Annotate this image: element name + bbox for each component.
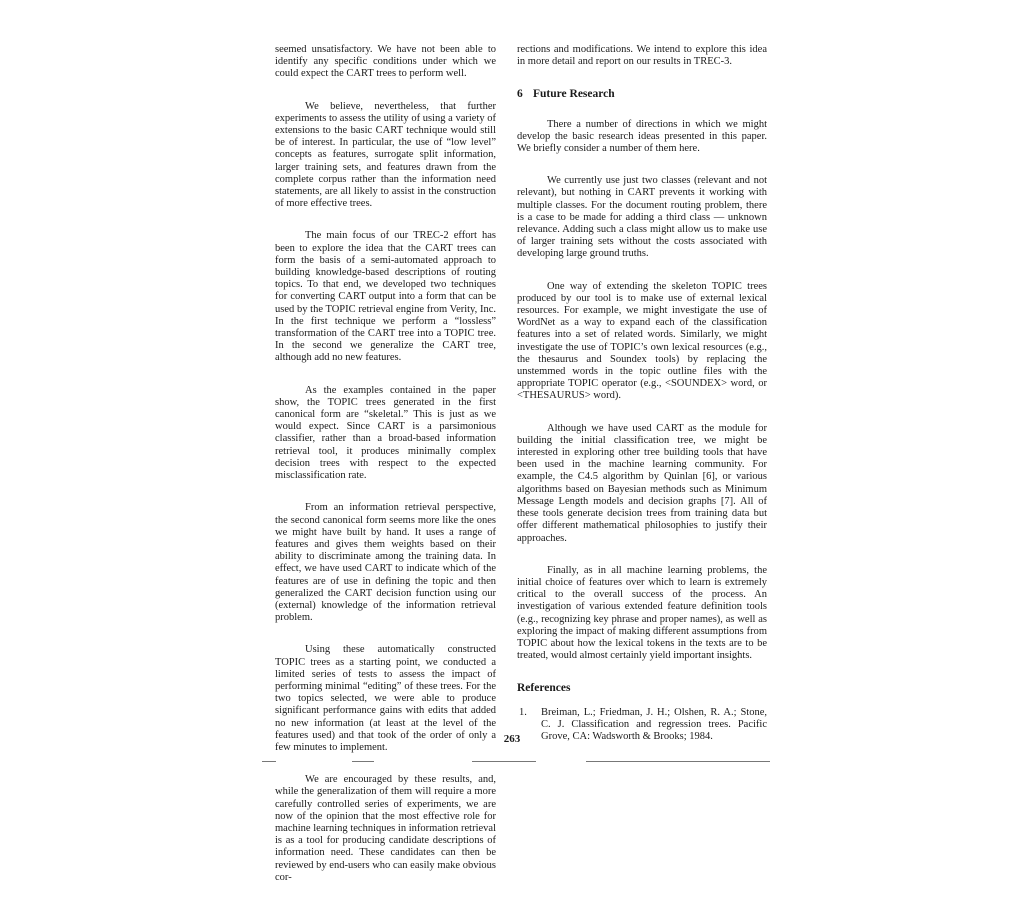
section-heading — [517, 88, 767, 100]
paragraph: One way of extending the skeleton TOPIC trees produced by our tool is to make use of external lexical resources. For example, we might investigate the use of WordNet as a way to expand each of the classification features into a set of related words. Similarly, we might investigate the use of TOPIC’s own lexical resources (e.g., the thesaurus and Soundex tools) by replacing the unstemmed words in the topic outline files with the appropriate TOPIC operator (e.g., <SOUNDEX> word, or <THESAURUS> word). — [517, 280, 767, 402]
references-heading: References — [517, 682, 571, 695]
paragraph: From an information retrieval perspective, the second canonical form seems more like the ones we might have built by hand. It uses a range of features and gives them weights based on their ability to discriminate among the training data. In effect, we have used CART to indicate which of the features are of use in defining the topic and then generalized the CART decision function using our (external) knowledge of the information retrieval problem. — [275, 502, 496, 624]
page-number: 263 — [503, 733, 521, 745]
paragraph: We currently use just two classes (relevant and not relevant), but nothing in CART prevents it working with multiple classes. For the document routing problem, there is a case to be made for adding a third class — unknown relevance. Adding such a class might allow us to make use of larger training sets without the costs associated with developing large ground truths. — [517, 175, 767, 260]
paragraph: As the examples contained in the paper show, the TOPIC trees generated in the first canonical form are “skeletal.” This is just as we would expect. Since CART is a parsimonious classifier, rather than a broad-based information retrieval tool, it produces minimally complex decision trees with respect to the expected misclassification rate. — [275, 384, 496, 482]
paragraph: The main focus of our TREC-2 effort has been to explore the idea that the CART trees can form the basis of a semi-automated approach to building knowledge-based descriptions of routing topics. To that end, we developed two techniques for converting CART output into a form that can be used by the TOPIC retrieval engine from Verity, Inc. In the first technique we perform a “lossless” transformation of the CART tree into a TOPIC tree. In the second we generalize the CART tree, although add no new features. — [275, 230, 496, 364]
section-title: Future Research — [533, 88, 615, 101]
reference-text: Breiman, L.; Friedman, J. H.; Olshen, R. A.; Stone, C. J. Classification and regression trees. Pacific Grove, CA: Wadsworth & Brooks; 1984. — [541, 706, 767, 742]
paragraph: seemed unsatisfactory. We have not been able to identify any specific conditions under which we could expect the CART trees to perform well. — [275, 44, 496, 80]
paragraph: Although we have used CART as the module for building the initial classification tree, we might be interested in exploring other tree building tools that have been used in the machine learning community. For example, the C4.5 algorithm by Quinlan [6], or various algorithms based on Bayesian methods such as Minimum Message Length models and decision graphs [7]. All of these tools generate decision trees from training data but offer different mathematical philosophies to justify their approaches. — [517, 422, 767, 544]
paragraph: Using these automatically constructed TOPIC trees as a starting point, we conducted a limited series of tests to assess the impact of performing minimal “editing” of these trees. For the two topics selected, we were able to produce significant performance gains with edits that added no new information (at least at the level of the features used) and that took of the order of only a few minutes to implement. — [275, 644, 496, 753]
paragraph: Finally, as in all machine learning problems, the initial choice of features over which to learn is extremely critical to the overall success of the process. An investigation of various extended feature definition tools (e.g., recognizing key phrase and proper names), as well as exploring the impact of making different assumptions from TOPIC about how the lexical tokens in the texts are to be treated, would almost certainly yield important insights. — [517, 564, 767, 662]
footer-rule — [586, 761, 770, 762]
paragraph: We are encouraged by these results, and, while the generalization of them will require a more carefully controlled series of experiments, we are now of the opinion that the most effective role for machine learning techniques in information retrieval is as a tool for producing candidate descriptions of information need. These candidates can then be reviewed by end-users who can easily make obvious cor- — [275, 774, 496, 883]
footer-rule — [472, 761, 536, 762]
section-number: 6 — [517, 88, 523, 101]
paragraph: We believe, nevertheless, that further experiments to assess the utility of using a variety of extensions to the basic CART technique would still be of interest. In particular, the use of “low level” concepts as features, surrogate split information, larger training sets, and features drawn from the complete corpus rather than the information need statements, are all likely to assist in the construction of more effective trees. — [275, 100, 496, 210]
reference-number: 1. — [519, 706, 527, 718]
left-column — [275, 44, 496, 904]
right-column — [517, 44, 767, 743]
paragraph: There a number of directions in which we might develop the basic research ideas presented in this paper. We briefly consider a number of them here. — [517, 118, 767, 155]
footer-rule — [352, 761, 374, 762]
footer-rule — [262, 761, 276, 762]
paragraph: rections and modifications. We intend to explore this idea in more detail and report on our results in TREC-3. — [517, 44, 767, 68]
